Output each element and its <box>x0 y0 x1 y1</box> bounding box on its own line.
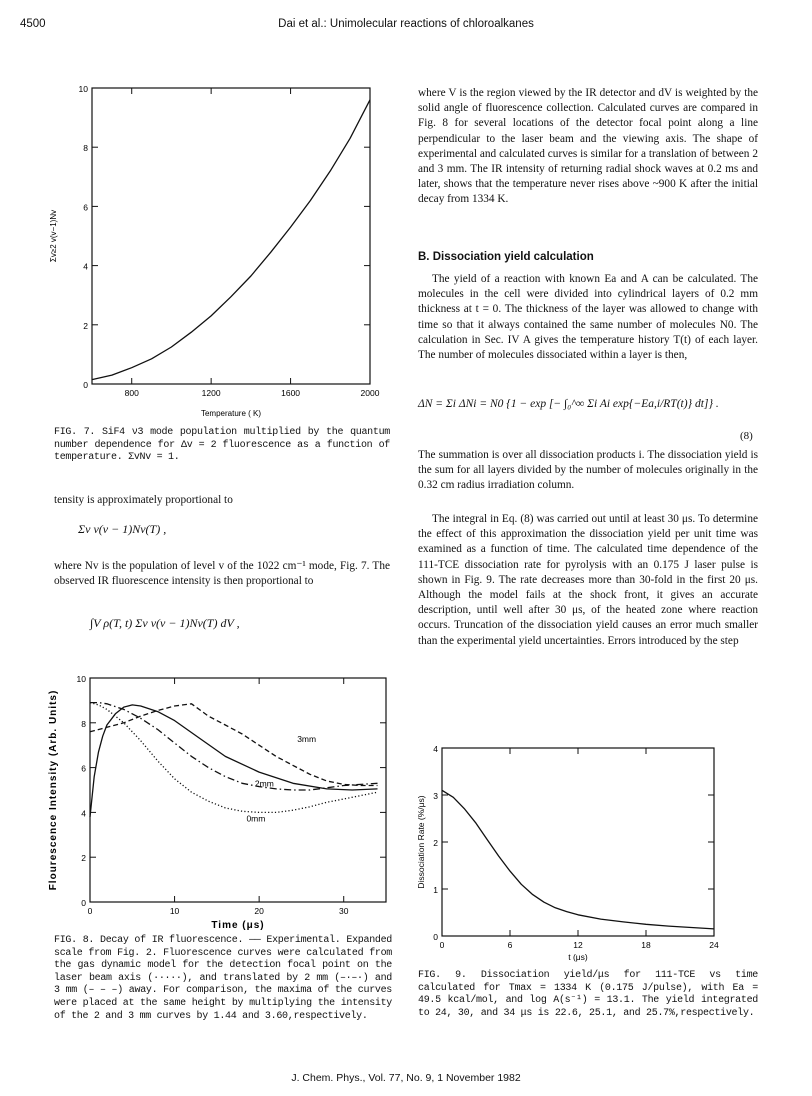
y-tick-label: 3 <box>433 791 438 801</box>
y-tick-label: 4 <box>83 261 88 272</box>
curve-annotation: 0mm <box>246 813 266 824</box>
x-tick-label: 1200 <box>201 388 221 398</box>
right-paragraph-1: where V is the region viewed by the IR detector and dV is weighted by the solid angle of fluorescence collection. Calculated curves are compared in Fig. 8 for several locations of the detector focal point along a line perpendicular to the laser beam and the viewing axis. The shape of experimental and calculated curves is similar for a translation of between 2 and 3 mm. The IR intensity of returning radial shock waves at 0.2 ms and later, shows that the temperature never rises above ~900 K after the initial decay from 1334 K. <box>418 87 758 206</box>
y-tick-label: 10 <box>78 84 88 94</box>
x-tick-label: 6 <box>507 940 513 950</box>
left-paragraph-2: where Nv is the population of level v of the 1022 cm⁻¹ mode, Fig. 7. The observed IR fluorescence intensity is then proportional to <box>54 560 390 588</box>
x-tick-label: 20 <box>254 906 264 916</box>
y-axis-label: Σv≥2 v(v−1)Nv <box>49 209 58 263</box>
section-heading: B. Dissociation yield calculation <box>418 251 594 263</box>
y-tick-label: 1 <box>433 885 438 895</box>
x-tick-label: 12 <box>573 940 583 950</box>
right-paragraph-2: The yield of a reaction with known Ea and A can be calculated. The molecules in the cell were divided into cylindrical layers of 0.2 mm thickness at t = 0. The thickness of the layer was allowed to change with time so that it always contained the same number of molecules N0. The calculation in Sec. IV A gives the temperature history T(t) of each layer. The number of molecules dissociated within a layer is then, <box>418 273 758 362</box>
x-axis-label: Time (μs) <box>211 920 265 931</box>
equation-8-number: (8) <box>740 430 753 442</box>
left-paragraph-1: tensity is approximately proportional to <box>54 494 233 506</box>
page-number: 4500 <box>20 18 46 30</box>
fig7-caption: FIG. 7. SiF4 ν3 mode population multiplied by the quantum number dependence for Δv = 2 fluorescence as a function of temperature. ΣvNv = 1. <box>54 427 390 464</box>
y-tick-label: 6 <box>81 763 86 774</box>
curve-annotation: 3mm <box>297 733 317 744</box>
plot-frame <box>92 88 370 384</box>
x-tick-label: 800 <box>124 388 139 398</box>
y-axis-label: Dissociation Rate (%/μs) <box>416 795 426 889</box>
series-line-dotted <box>90 703 378 813</box>
equation-sum-population: Σv v(v − 1)Nv(T) , <box>78 522 167 536</box>
y-tick-label: 0 <box>83 380 88 390</box>
fig7-chart <box>40 78 380 418</box>
y-tick-label: 4 <box>81 808 86 819</box>
y-tick-label: 0 <box>81 898 86 908</box>
x-axis-label: Temperature ( K) <box>200 409 262 418</box>
fig8-caption: FIG. 8. Decay of IR fluorescence. —— Experimental. Expanded scale from Fig. 2. Fluorescence curves were calculated from the gas dynamic model for the detection focal point on the laser beam axis (·····), and translated by 2 mm (–·–·) and 3 mm (– – –) away. For comparison, the maxima of the curves were placed at the same height by multiplying the intensity of the 2 and 3 mm curves by 1.44 and 3.60,respectively. <box>54 935 392 1022</box>
y-tick-label: 2 <box>81 853 86 864</box>
x-tick-label: 18 <box>641 940 651 950</box>
y-tick-label: 8 <box>81 718 86 729</box>
series-line-dashdot <box>90 703 378 790</box>
x-tick-label: 24 <box>709 940 719 950</box>
x-tick-label: 0 <box>87 906 93 916</box>
series-line-solid <box>442 790 714 929</box>
x-axis-label: t (μs) <box>568 952 588 962</box>
series-line-solid <box>90 705 378 817</box>
x-tick-label: 1600 <box>281 388 301 398</box>
y-axis-label: Flourescence Intensity (Arb. Units) <box>48 689 59 891</box>
equation-8: ΔN = Σi ΔNi = N0 {1 − exp [− ∫₀^∞ Σi Ai exp{−Ea,i/RT(t)} dt]} . <box>418 398 719 410</box>
x-tick-label: 0 <box>439 940 445 950</box>
y-tick-label: 2 <box>83 320 88 331</box>
equation-fluorescence-integral: ∫V ρ(T, t) Σv v(v − 1)Nv(T) dV , <box>90 616 240 630</box>
y-tick-label: 6 <box>83 202 88 213</box>
x-tick-label: 10 <box>169 906 180 916</box>
y-tick-label: 8 <box>83 143 88 154</box>
x-tick-label: 30 <box>338 906 349 916</box>
y-tick-label: 0 <box>433 932 438 942</box>
x-tick-label: 2000 <box>360 388 380 398</box>
series-line-dashed <box>90 704 378 786</box>
y-tick-label: 2 <box>433 838 438 848</box>
plot-frame <box>442 748 714 936</box>
series-line-solid <box>92 100 370 380</box>
y-tick-label: 4 <box>433 744 438 754</box>
journal-footer: J. Chem. Phys., Vol. 77, No. 9, 1 November 1982 <box>291 1072 521 1084</box>
fig9-chart <box>412 740 732 962</box>
right-paragraph-3: The summation is over all dissociation products i. The dissociation yield is the sum for all layers divided by the number of molecules originally in the 0.32 cm radius irradiation column. <box>418 449 758 492</box>
y-tick-label: 10 <box>76 674 86 684</box>
running-title: Dai et al.: Unimolecular reactions of chloroalkanes <box>278 18 534 30</box>
curve-annotation: 2mm <box>254 778 274 789</box>
fig8-chart <box>40 668 390 932</box>
right-paragraph-4: The integral in Eq. (8) was carried out until at least 30 μs. To determine the effect of this approximation the dissociation yield per unit time was examined as a function of time. The calculated time dependence of the 111-TCE dissociation rate for pyrolysis with an 0.175 J laser pulse is shown in Fig. 9. The rate decreases more than 30-fold in the first 20 μs. Although the model fails at the shock front, it gives an accurate description, until well after 30 μs, of the heated zone where reaction occurs. Truncation of the dissociation yield causes an error much smaller than the experimental yield uncertainties. Errors introduced by the step <box>418 513 758 647</box>
fig9-caption: FIG. 9. Dissociation yield/μs for 111-TCE vs time calculated for Tmax = 1334 K (0.175 J/pulse), with Ea = 49.5 kcal/mol, and log A(s⁻¹) = 13.1. The yield integrated to 24, 30, and 34 μs is 22.6, 25.1, and 25.7%,respectively. <box>418 970 758 1019</box>
